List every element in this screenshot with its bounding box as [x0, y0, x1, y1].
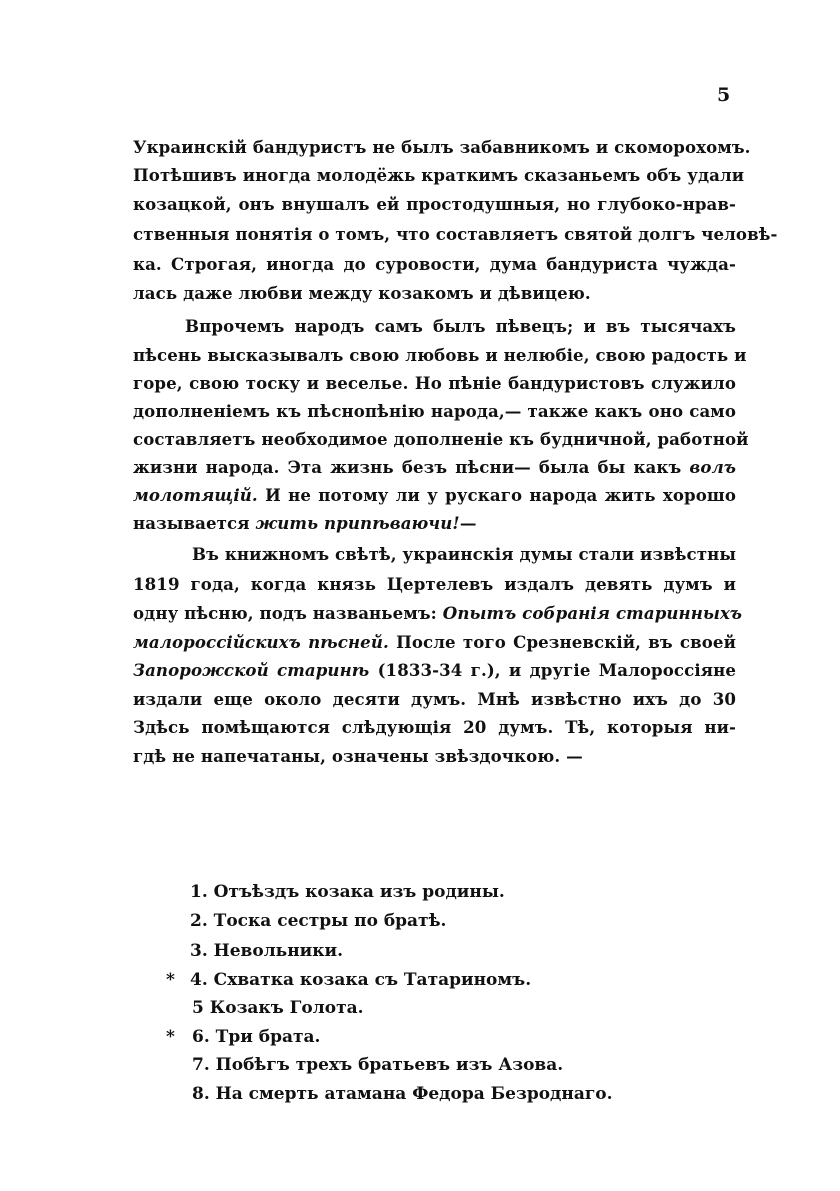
list-item: [190, 884, 505, 901]
text-run: После того Срезневскій, въ своей: [396, 632, 736, 652]
text-line: Въ книжномъ свѣтѣ, украинскія думы стали извѣстны: [192, 544, 737, 564]
italic-text: волъ: [689, 457, 736, 477]
page-number: 5: [717, 84, 731, 106]
text-line: козацкой, онъ внушалъ ей простодушныя, но глубоко-нрав-: [133, 194, 736, 214]
italic-text: Опытъ собранія старинныхъ: [442, 603, 743, 623]
text-line: горе, свою тоску и веселье. Но пѣніе бандуристовъ служило: [133, 373, 736, 393]
dash: —: [459, 513, 477, 533]
list-title: Тоска сестры по братѣ.: [213, 911, 447, 931]
text-run: одну пѣсню, подъ названьемъ:: [133, 603, 437, 623]
text-line: дополненіемъ къ пѣснопѣнію народа,— также какъ оно само: [133, 401, 736, 421]
text-run: И не потому ли у рускаго народа жить хорошо: [265, 485, 736, 505]
text-line: [133, 662, 736, 679]
list-item: [192, 1057, 563, 1074]
list-title: На смерть атамана Федора Безроднаго.: [215, 1084, 613, 1104]
text-run: жизни народа. Эта жизнь безъ пѣсни— была бы какъ: [133, 457, 682, 477]
italic-text: малороссійскихъ пѣсней.: [133, 632, 389, 652]
list-number: 5: [192, 998, 204, 1018]
list-number: 6.: [192, 1027, 210, 1047]
list-item: [190, 943, 343, 960]
asterisk-mark: *: [166, 970, 175, 990]
text-line: [133, 515, 736, 532]
text-line: Здѣсь помѣщаются слѣдующія 20 думъ. Тѣ, которыя ни-: [133, 717, 736, 737]
text-line: [133, 487, 736, 504]
text-line: [133, 634, 736, 651]
list-title: Невольники.: [213, 941, 344, 961]
text-line: пѣсень высказывалъ свою любовь и нелюбіе, свою радость и: [133, 345, 747, 365]
text-run: называется: [133, 513, 250, 533]
list-number: 3.: [190, 941, 208, 961]
text-line: Впрочемъ народъ самъ былъ пѣвецъ; и въ тысячахъ: [185, 316, 736, 336]
list-title: Схватка козака съ Татариномъ.: [213, 970, 532, 990]
italic-text: молотящій.: [133, 485, 258, 505]
text-line: Потѣшивъ иногда молодёжь краткимъ сказаньемъ объ удали: [133, 165, 745, 185]
text-line: 1819 года, когда князь Цертелевъ издалъ девять думъ и: [133, 574, 736, 594]
list-number: 7.: [192, 1055, 210, 1075]
asterisk-mark: *: [166, 1027, 175, 1047]
text-line: [133, 459, 736, 476]
text-line: [133, 603, 743, 623]
italic-text: Запорожской старинѣ: [133, 660, 370, 680]
list-number: 8.: [192, 1084, 210, 1104]
italic-text: жить припѣваючи!: [255, 513, 460, 533]
text-line: составляетъ необходимое дополненіе къ будничной, работной: [133, 429, 749, 449]
text-line: издали еще около десяти думъ. Мнѣ извѣстно ихъ до 30: [133, 689, 736, 709]
list-item: [190, 913, 446, 930]
list-item: [192, 1000, 364, 1017]
list-title: Побѣгъ трехъ братьевъ изъ Азова.: [215, 1055, 564, 1075]
text-line: гдѣ не напечатаны, означены звѣздочкою. —: [133, 746, 583, 766]
text-line: ка. Строгая, иногда до суровости, дума бандуриста чужда-: [133, 254, 736, 274]
list-title: Три брата.: [215, 1027, 321, 1047]
text-run: (1833-34 г.), и другіе Малороссіяне: [377, 660, 736, 680]
text-line: Украинскій бандуристъ не былъ забавникомъ и скоморохомъ.: [133, 137, 751, 157]
list-number: 2.: [190, 911, 208, 931]
list-item: [190, 972, 531, 989]
text-line: ственныя понятія о томъ, что составляетъ святой долгъ человѣ-: [133, 224, 778, 244]
list-item: [192, 1086, 613, 1103]
list-number: 1.: [190, 882, 208, 902]
list-item: [192, 1029, 320, 1046]
list-title: Козакъ Голота.: [209, 998, 364, 1018]
text-line: лась даже любви между козакомъ и дѣвицею.: [133, 283, 591, 303]
list-title: Отъѣздъ козака изъ родины.: [213, 882, 505, 902]
list-number: 4.: [190, 970, 208, 990]
